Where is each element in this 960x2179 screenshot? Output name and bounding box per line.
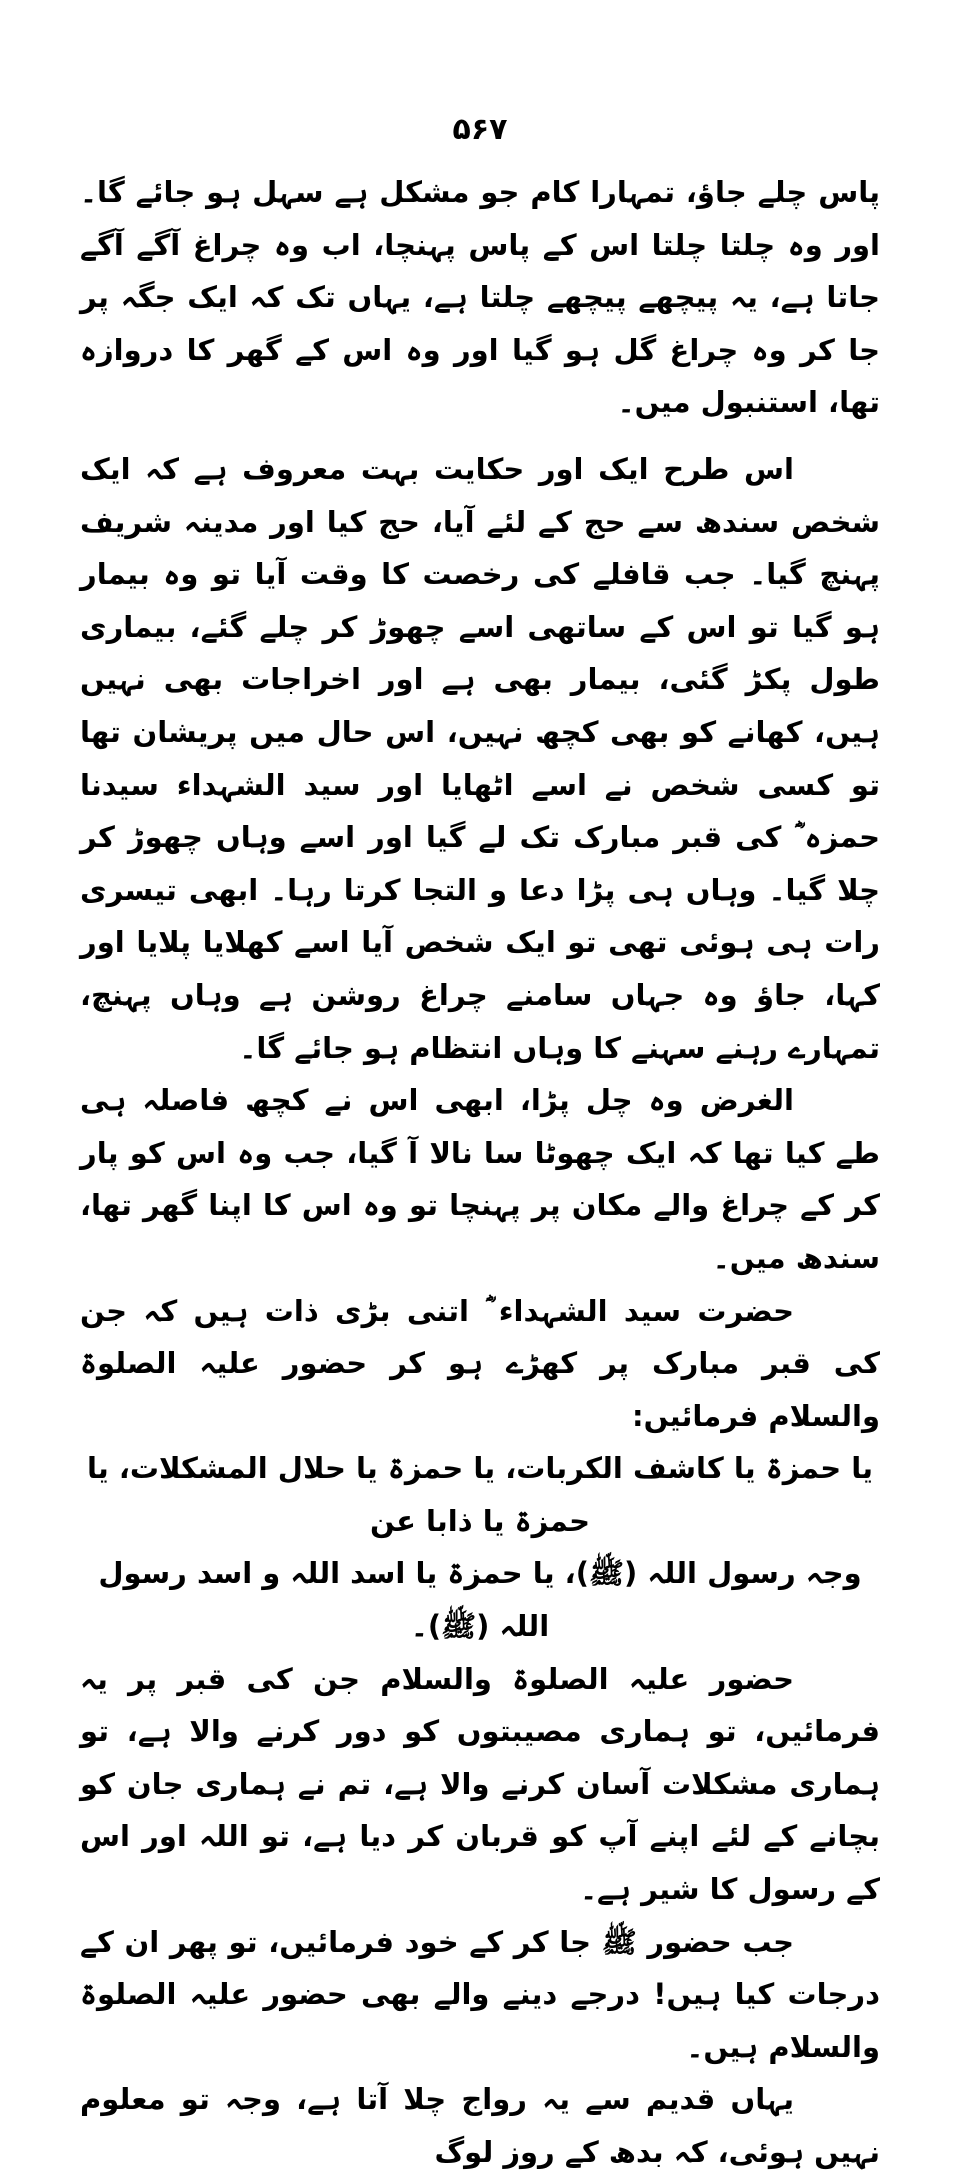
paragraph-hamza: حضرت سید الشہداء ؓ اتنی بڑی ذات ہیں کہ جن کی قبر مبارک پر کھڑے ہو کر حضور علیہ الصلوۃ والسلام فرمائیں: xyxy=(80,1293,880,1433)
paragraph-journey: الغرض وہ چل پڑا، ابھی اس نے کچھ فاصلہ ہی طے کیا تھا کہ ایک چھوٹا سا نالا آ گیا، جب وہ اس کو پار کر کے چراغ والے مکان پر پہنچا تو وہ اس کا اپنا گھر تھا، سندھ میں۔ xyxy=(80,1083,880,1275)
text-block-top xyxy=(80,166,880,429)
paragraph-story: اس طرح ایک اور حکایت بہت معروف ہے کہ ایک شخص سندھ سے حج کے لئے آیا، حج کیا اور مدینہ شریف پہنچ گیا۔ جب قافلے کی رخصت کا وقت آیا تو وہ بیمار ہو گیا تو اس کے ساتھی اسے چھوڑ کر چلے گئے، بیماری طول پکڑ گئی، بیمار بھی ہے اور اخراجات بھی نہیں ہیں، کھانے کو بھی کچھ نہیں، اس حال میں پریشان تھا تو کسی شخص نے اسے اٹھایا اور سید الشہداء سیدنا حمزہ ؓ کی قبر مبارک تک لے گیا اور اسے وہاں چھوڑ کر چلا گیا۔ وہاں ہی پڑا دعا و التجا کرتا رہا۔ ابھی تیسری رات ہی ہوئی تھی تو ایک شخص آیا اسے کھلایا پلایا اور کہا، جاؤ وہ جہاں سامنے چراغ روشن ہے وہاں پہنچ، تمہارے رہنے سہنے کا وہاں انتظام ہو جائے گا۔ xyxy=(80,452,880,1065)
page-number: ۵۶۷ xyxy=(452,112,508,147)
invocation-line-2: وجہ رسول اللہ (ﷺ)، یا حمزۃ یا اسد اللہ و اسد رسول اللہ (ﷺ)۔ xyxy=(98,1556,862,1644)
text-block-main xyxy=(80,443,880,2179)
paragraph-ranks: جب حضور ﷺ جا کر کے خود فرمائیں، تو پھر ان کے درجات کیا ہیں! درجے دینے والے بھی حضور علیہ الصلوۃ والسلام ہیں۔ xyxy=(80,1924,880,2064)
paragraph-meaning: حضور علیہ الصلوۃ والسلام جن کی قبر پر یہ فرمائیں، تو ہماری مصیبتوں کو دور کرنے والا ہے، تو ہماری مشکلات آسان کرنے والا ہے، تم نے ہماری جان کو بچانے کے لئے اپنے آپ کو قربان کر دیا ہے، تو اللہ اور اس کے رسول کا شیر ہے۔ xyxy=(80,1661,880,1907)
invocation-line-1: یا حمزۃ یا کاشف الکربات، یا حمزۃ یا حلال المشکلات، یا حمزۃ یا ذابا عن xyxy=(87,1451,873,1538)
paragraph-tradition: یہاں قدیم سے یہ رواج چلا آتا ہے، وجہ تو معلوم نہیں ہوئی، کہ بدھ کے روز لوگ xyxy=(80,2082,880,2169)
paragraph-top: پاس چلے جاؤ، تمہارا کام جو مشکل ہے سہل ہو جائے گا۔ اور وہ چلتا چلتا اس کے پاس پہنچا، اب وہ چراغ آگے آگے جاتا ہے، یہ پیچھے پیچھے چلتا ہے، یہاں تک کہ ایک جگہ پر جا کر وہ چراغ گل ہو گیا اور وہ اس کے گھر کا دروازہ تھا، استنبول میں۔ xyxy=(80,175,880,420)
